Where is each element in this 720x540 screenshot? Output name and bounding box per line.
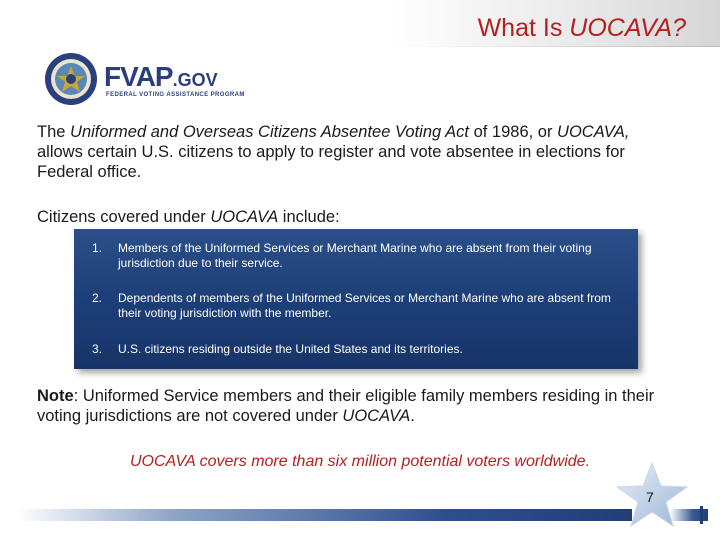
slide-title-emphasis: UOCAVA? <box>569 14 686 42</box>
intro-act-name: Uniformed and Overseas Citizens Absentee Voting Act <box>70 123 469 141</box>
note-text: : Uniformed Service members and their eligible family members residing in their voting jurisdictions are not covered under <box>37 387 655 425</box>
list-item-number: 2. <box>92 291 103 305</box>
slide-title <box>478 14 686 43</box>
note-end: . <box>410 407 415 425</box>
list-item-number: 1. <box>92 241 103 255</box>
slide-title-prefix: What Is <box>477 14 570 42</box>
note-paragraph <box>37 386 687 426</box>
covered-heading <box>37 207 677 227</box>
tagline: UOCAVA covers more than six million potential voters worldwide. <box>129 453 591 470</box>
fvap-subtitle: FEDERAL VOTING ASSISTANCE PROGRAM <box>106 92 245 98</box>
covered-tail: include: <box>278 208 340 226</box>
footer-bar <box>16 509 632 521</box>
fvap-wordmark <box>104 62 218 95</box>
list-item-text: Members of the Uniformed Services or Merchant Marine who are absent from their voting jurisdiction due to their service. <box>118 241 592 270</box>
note-acronym: UOCAVA <box>342 407 411 425</box>
intro-acronym: UOCAVA, <box>557 123 630 141</box>
footer-bar-tick <box>700 506 703 524</box>
list-item-text: Dependents of members of the Uniformed Services or Merchant Marine who are absent from their voting jurisdiction with the member. <box>118 291 611 320</box>
fvap-brand: FVAP <box>104 61 173 92</box>
intro-lead: The <box>37 123 71 141</box>
intro-rest: allows certain U.S. citizens to apply to register and vote absentee in elections for Federal office. <box>37 143 625 181</box>
fvap-logo <box>104 62 244 102</box>
dod-seal-icon <box>44 52 98 106</box>
covered-list-box <box>74 229 638 369</box>
list-item-number: 3. <box>92 342 103 356</box>
fvap-suffix: .GOV <box>172 70 218 90</box>
page-number: 7 <box>646 489 654 505</box>
intro-mid: of 1986, or <box>468 123 558 141</box>
title-rule <box>390 46 720 47</box>
covered-acronym: UOCAVA <box>210 208 279 226</box>
covered-lead: Citizens covered under <box>37 208 211 226</box>
note-label: Note <box>37 387 74 405</box>
intro-paragraph <box>37 122 677 182</box>
list-item-text: U.S. citizens residing outside the United States and its territories. <box>118 342 463 356</box>
